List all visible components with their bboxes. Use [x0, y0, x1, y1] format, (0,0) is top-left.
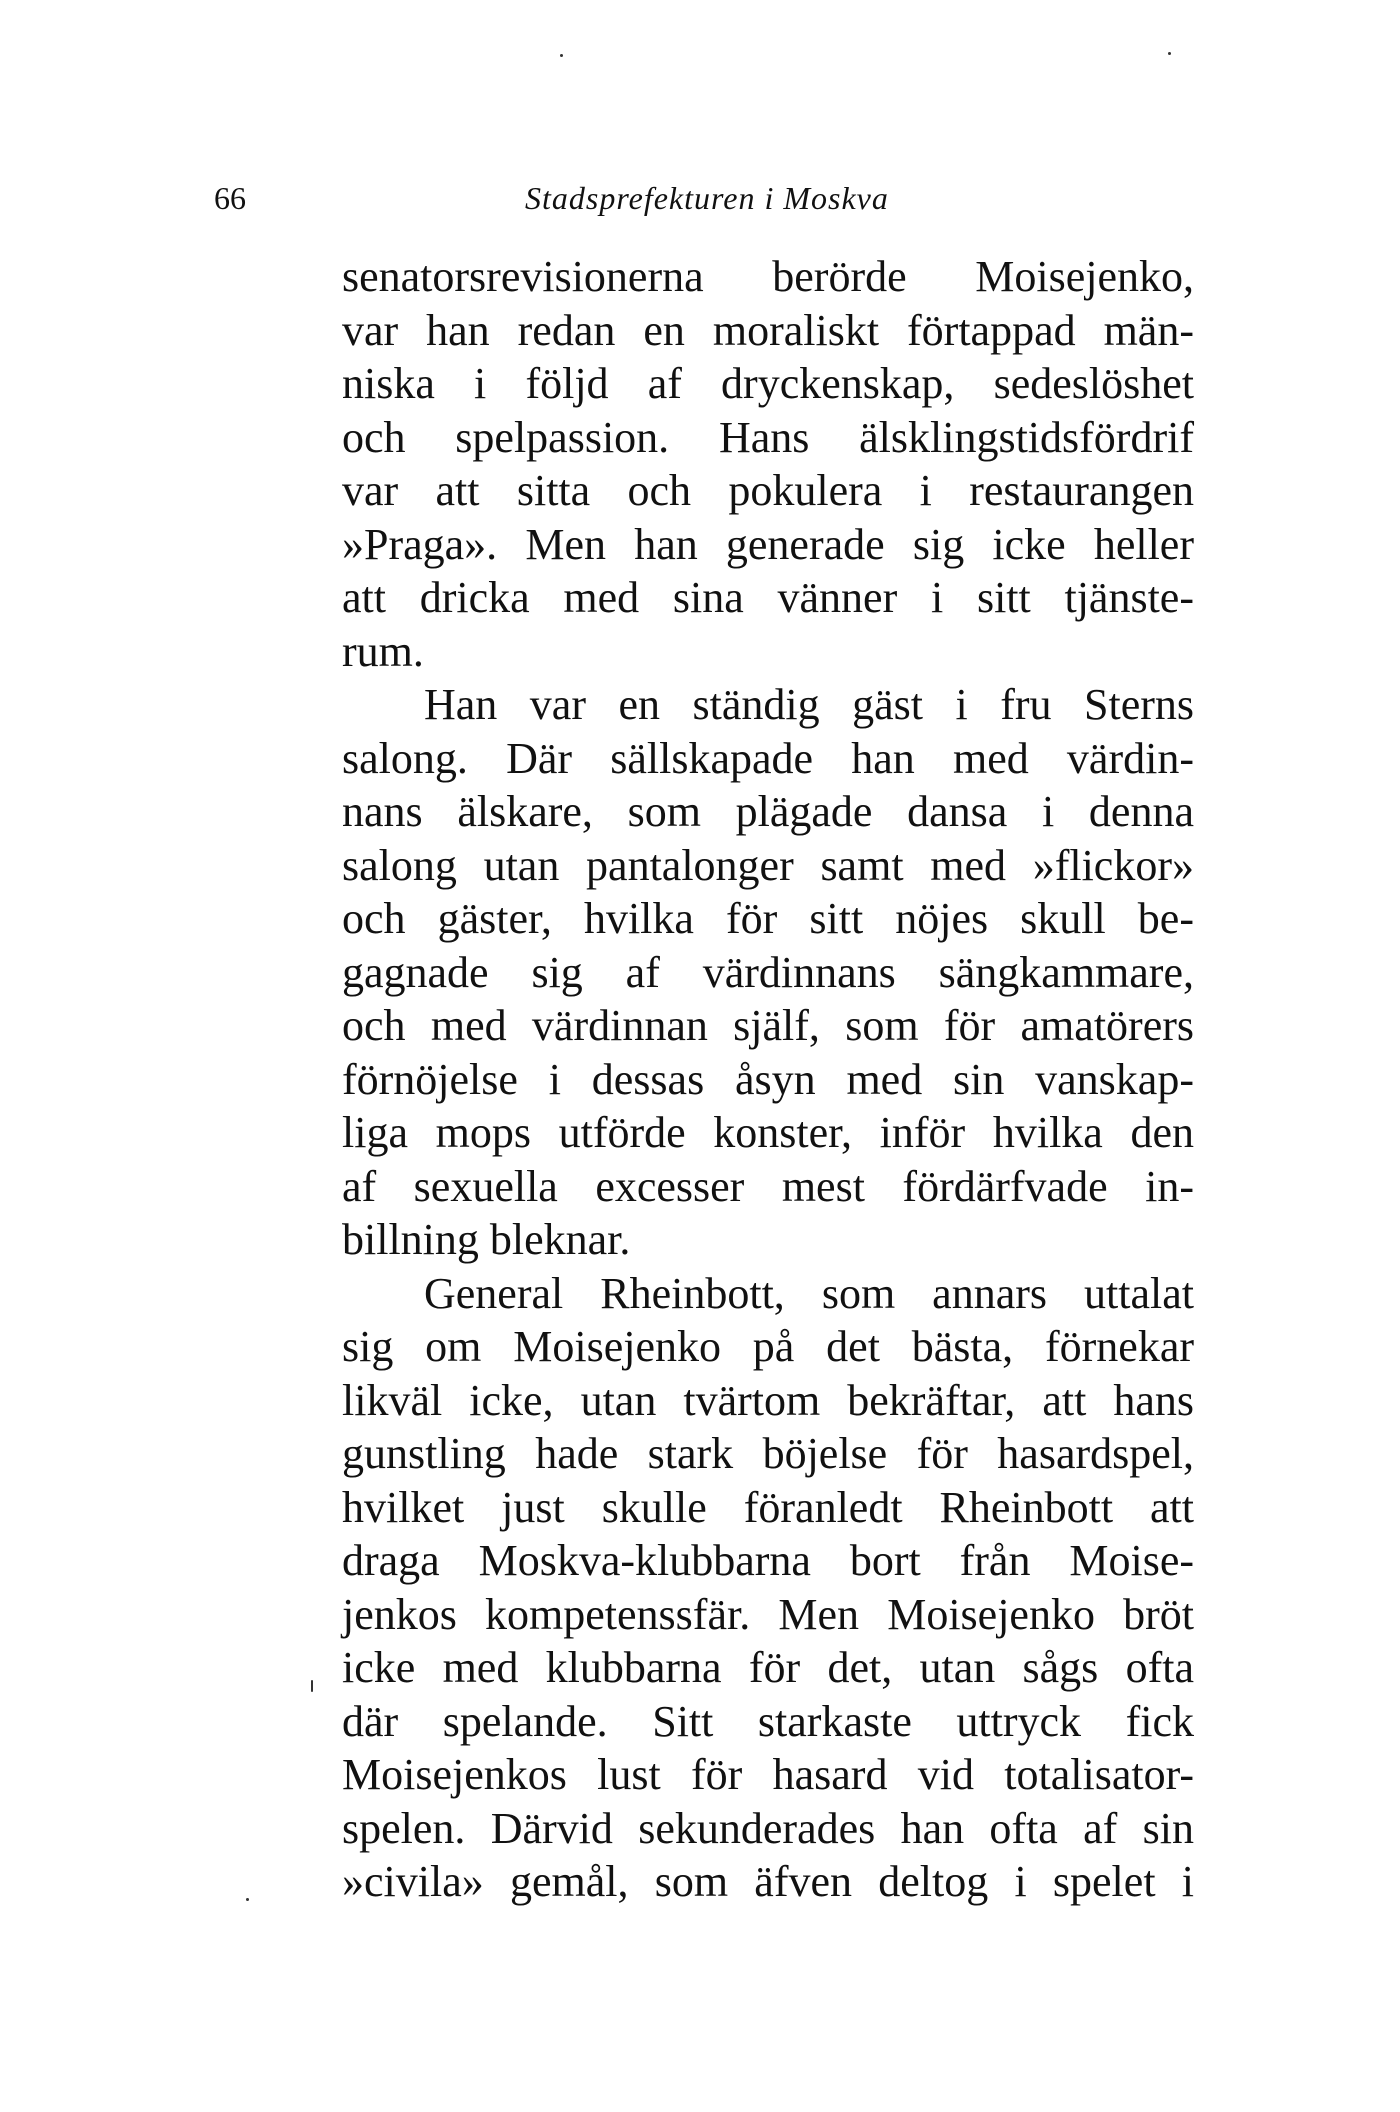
text-line: jenkos kompetenssfär. Men Moisejenko bröt: [342, 1589, 1194, 1639]
body-text: [342, 250, 1194, 1909]
text-line: sig om Moisejenko på det bästa, förnekar: [342, 1322, 1194, 1371]
text-line: Moisejenkos lust för hasard vid totalisator-: [342, 1750, 1194, 1799]
scan-speck: [246, 1898, 249, 1901]
text-line: och spelpassion. Hans älsklingstidsfördrif: [342, 412, 1194, 462]
text-line: Han var en ständig gäst i fru Sterns: [424, 680, 1194, 729]
text-line: af sexuella excesser mest fördärfvade in-: [342, 1161, 1194, 1211]
text-line: och gäster, hvilka för sitt nöjes skull be-: [342, 894, 1194, 943]
text-line: spelen. Därvid sekunderades han ofta af sin: [342, 1803, 1194, 1853]
text-line: hvilket just skulle föranledt Rheinbott att: [342, 1482, 1194, 1532]
text-line: nans älskare, som plägade dansa i denna: [342, 787, 1194, 836]
paragraph-2: [342, 678, 1194, 1267]
text-line: likväl icke, utan tvärtom bekräftar, att hans: [342, 1375, 1194, 1425]
scan-speck: [560, 54, 563, 57]
text-line: senatorsrevisionerna berörde Moisejenko,: [342, 252, 1194, 301]
text-line: niska i följd af dryckenskap, sedeslöshet: [342, 359, 1194, 408]
text-line: rum.: [342, 626, 424, 676]
text-line: gunstling hade stark böjelse för hasardspel,: [342, 1429, 1194, 1478]
text-line: »civila» gemål, som äfven deltog i spelet i: [342, 1857, 1194, 1906]
text-line: billning bleknar.: [342, 1215, 631, 1264]
paragraph-1: [342, 250, 1194, 678]
scan-speck: [311, 1680, 313, 1692]
text-line: »Praga». Men han generade sig icke heller: [342, 519, 1194, 569]
page-number: 66: [214, 180, 246, 216]
paragraph-3: [342, 1267, 1194, 1909]
text-line: förnöjelse i dessas åsyn med sin vanskap-: [342, 1054, 1194, 1104]
text-line: salong utan pantalonger samt med »flickor»: [342, 840, 1194, 890]
text-line: salong. Där sällskapade han med värdin-: [342, 733, 1194, 783]
text-line: draga Moskva-klubbarna bort från Moise-: [342, 1536, 1194, 1585]
text-line: och med värdinnan själf, som för amatörers: [342, 1001, 1194, 1050]
text-line: gagnade sig af värdinnans sängkammare,: [342, 947, 1194, 997]
text-line: icke med klubbarna för det, utan sågs ofta: [342, 1643, 1194, 1692]
running-head: Stadsprefekturen i Moskva: [525, 180, 889, 216]
text-line: liga mops utförde konster, inför hvilka den: [342, 1108, 1194, 1157]
text-line: där spelande. Sitt starkaste uttryck fick: [342, 1696, 1194, 1746]
text-line: att dricka med sina vänner i sitt tjänste-: [342, 573, 1194, 622]
scan-speck: [1168, 52, 1171, 55]
text-line: var att sitta och pokulera i restaurangen: [342, 466, 1194, 515]
text-line: var han redan en moraliskt förtappad män-: [342, 305, 1194, 355]
text-line: General Rheinbott, som annars uttalat: [424, 1268, 1194, 1318]
